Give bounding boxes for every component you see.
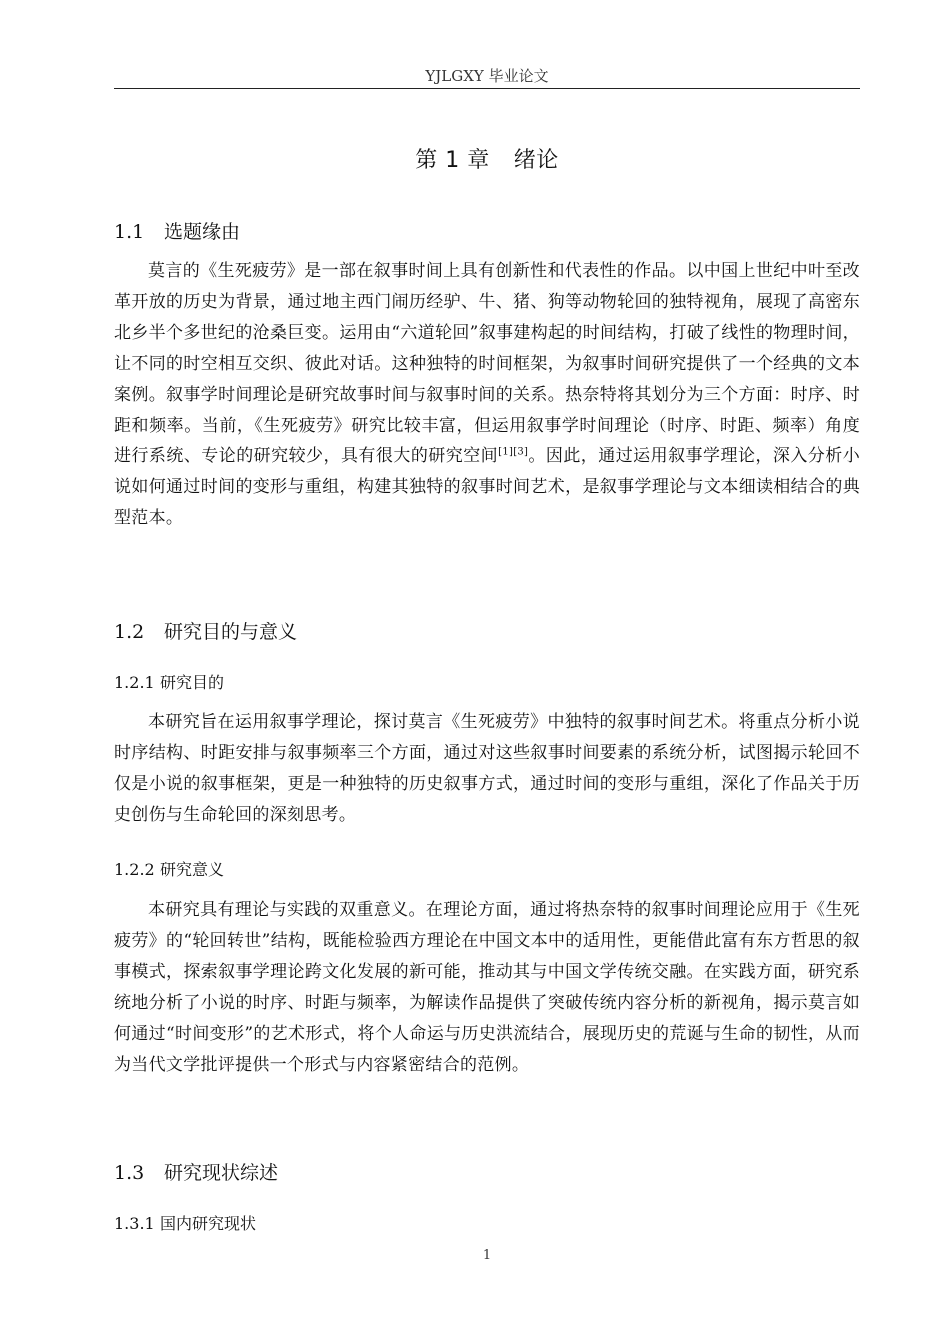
subsection-number: 1.2.1 bbox=[114, 673, 155, 692]
section-number: 1.2 bbox=[114, 621, 145, 643]
section-title: 研究目的与意义 bbox=[164, 621, 298, 643]
subsection-number: 1.2.2 bbox=[114, 860, 155, 879]
header-rule bbox=[114, 88, 860, 89]
chapter-number: 第 1 章 bbox=[415, 148, 490, 173]
subsection-heading-1-3-1 bbox=[114, 1213, 860, 1235]
paragraph-selection-reason bbox=[114, 256, 860, 534]
section-title: 选题缘由 bbox=[164, 221, 241, 243]
subsection-title: 国内研究现状 bbox=[160, 1214, 257, 1233]
subsection-heading-1-2-2 bbox=[114, 859, 860, 881]
subsection-title: 研究意义 bbox=[160, 860, 225, 879]
section-number: 1.1 bbox=[114, 221, 145, 243]
section-title: 研究现状综述 bbox=[164, 1162, 279, 1184]
running-header: YJLGXY 毕业论文 bbox=[425, 67, 549, 85]
paragraph-research-purpose: 本研究旨在运用叙事学理论，探讨莫言《生死疲劳》中独特的叙事时间艺术。将重点分析小说时序结构、时距安排与叙事频率三个方面，通过对这些叙事时间要素的系统分析，试图揭示轮回不仅是小说的叙事框架，更是一种独特的历史叙事方式，通过时间的变形与重组，深化了作品关于历史创伤与生命轮回的深刻思考。 bbox=[114, 712, 860, 825]
section-heading-1-1 bbox=[114, 219, 860, 245]
paragraph-text-continued: 。因此，通过运用叙事学理论，深入分析小说如何通过时间的变形与重组，构建其独特的叙事时间艺术，是叙事学理论与文本细读相结合的典型范本。 bbox=[114, 446, 860, 529]
paragraph-text: 莫言的《生死疲劳》是一部在叙事时间上具有创新性和代表性的作品。以中国上世纪中叶至改革开放的历史为背景，通过地主西门闹历经驴、牛、猪、狗等动物轮回的独特视角，展现了高密东北乡半个多世纪的沧桑巨变。运用由“六道轮回”叙事建构起的时间结构，打破了线性的物理时间，让不同的时空相互交织、彼此对话。这种独特的时间框架，为叙事时间研究提供了一个经典的文本案例。叙事学时间理论是研究故事时间与叙事时间的关系。热奈特将其划分为三个方面：时序、时距和频率。当前，《生死疲劳》研究比较丰富，但运用叙事学时间理论（时序、时距、频率）角度进行系统、专论的研究较少，具有很大的研究空间 bbox=[114, 261, 860, 467]
subsection-number: 1.3.1 bbox=[114, 1214, 155, 1233]
page-number: 1 bbox=[482, 1248, 492, 1263]
section-heading-1-3 bbox=[114, 1160, 860, 1186]
chapter-heading bbox=[114, 146, 860, 176]
subsection-heading-1-2-1 bbox=[114, 672, 860, 694]
citation-marker: [1][3] bbox=[498, 446, 529, 458]
section-number: 1.3 bbox=[114, 1162, 145, 1184]
section-heading-1-2 bbox=[114, 619, 860, 645]
chapter-title: 绪论 bbox=[513, 148, 559, 173]
paragraph-research-significance: 本研究具有理论与实践的双重意义。在理论方面，通过将热奈特的叙事时间理论应用于《生死疲劳》的“轮回转世”结构，既能检验西方理论在中国文本中的适用性，更能借此富有东方哲思的叙事模式，探索叙事学理论跨文化发展的新可能，推动其与中国文学传统交融。在实践方面，研究系统地分析了小说的时序、时距与频率，为解读作品提供了突破传统内容分析的新视角，揭示莫言如何通过“时间变形”的艺术形式，将个人命运与历史洪流结合，展现历史的荒诞与生命的韧性，从而为当代文学批评提供一个形式与内容紧密结合的范例。 bbox=[114, 900, 860, 1075]
subsection-title: 研究目的 bbox=[160, 673, 225, 692]
